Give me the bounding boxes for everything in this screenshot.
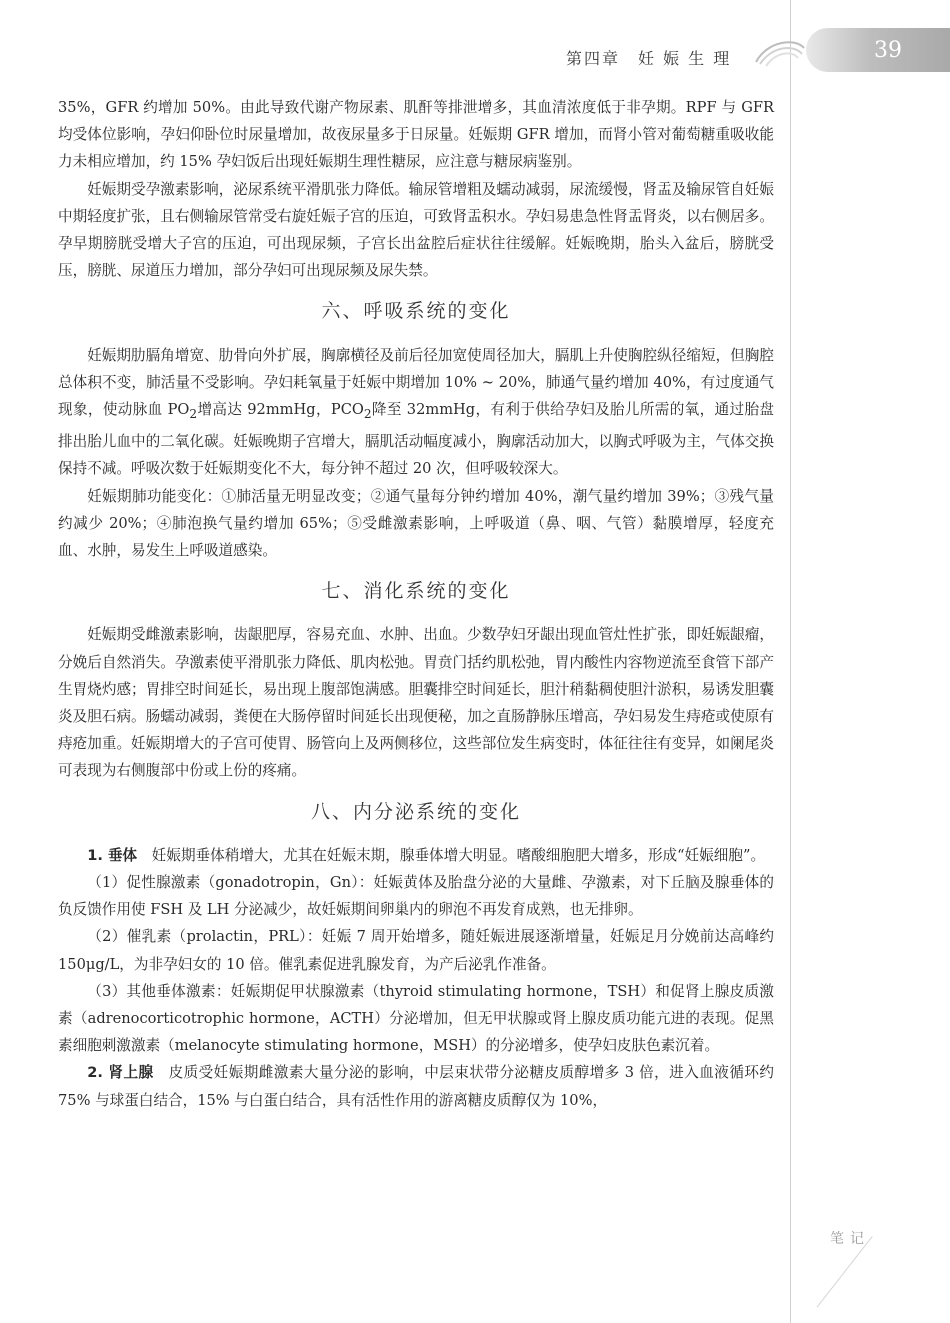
item-lead-adrenal: 2. 肾上腺 [87, 1064, 154, 1082]
notes-label: 笔记 [830, 1231, 870, 1247]
paragraph: （3）其他垂体激素：妊娠期促甲状腺激素（thyroid stimulating hormone，TSH）和促肾上腺皮质激素（adrenocorticotrophic hormone，ACTH）分泌增加，但无甲状腺或肾上腺皮质功能亢进的表现。促黑素细胞刺激激素（melanocyte stimulating hormone，MSH）的分泌增多，使孕妇皮肤色素沉着。 [58, 982, 774, 1055]
text-run: 增高达 92mmHg，PCO [197, 401, 364, 419]
section-heading-endocrine: 八、内分泌系统的变化 [310, 800, 521, 823]
text-run: 皮质受妊娠期雌激素大量分泌的影响，中层束状带分泌糖皮质醇增多 3 倍，进入血液循环约 75% 与球蛋白结合，15% 与白蛋白结合，具有活性作用的游离糖皮质醇仅为 10%， [58, 1064, 774, 1109]
paragraph [58, 842, 774, 869]
paragraph: 35%，GFR 约增加 50%。由此导致代谢产物尿素、肌酐等排泄增多，其血清浓度低于非孕期。RPF 与 GFR 均受体位影响，孕妇仰卧位时尿量增加，故夜尿量多于日尿量。妊娠期 GFR 增加，而肾小管对葡萄糖重吸收能力未相应增加，约 15% 孕妇饭后出现妊娠期生理性糖尿，应注意与糖尿病鉴别。 [58, 99, 774, 171]
text-run: 妊娠期垂体稍增大，尤其在妊娠末期，腺垂体增大明显。嗜酸细胞肥大增多，形成“妊娠细胞”。 [151, 846, 766, 864]
paragraph: 妊娠期受孕激素影响，泌尿系统平滑肌张力降低。输尿管增粗及蠕动减弱，尿流缓慢，肾盂及输尿管自妊娠中期轻度扩张，且右侧输尿管常受右旋妊娠子宫的压迫，可致肾盂积水。孕妇易患急性肾盂肾炎，以右侧居多。孕早期膀胱受增大子宫的压迫，可出现尿频，子宫长出盆腔后症状往往缓解。妊娠晚期，胎头入盆后，膀胱受压，膀胱、尿道压力增加，部分孕妇可出现尿频及尿失禁。 [58, 180, 774, 280]
paragraph [58, 342, 774, 483]
section-heading-digestive: 七、消化系统的变化 [321, 580, 511, 603]
paragraph: （2）催乳素（prolactin，PRL）：妊娠 7 周开始增多，随妊娠进展逐渐增量，妊娠足月分娩前达高峰约 150μg/L，为非孕妇女的 10 倍。催乳素促进乳腺发育，为产后泌乳作准备。 [58, 928, 774, 973]
subscript: 2 [189, 406, 198, 421]
page-number: 39 [874, 38, 902, 63]
paragraph [58, 1059, 774, 1113]
swirl-ornament-icon [752, 34, 808, 70]
item-lead-pituitary: 1. 垂体 [87, 846, 138, 864]
margin-rule [790, 0, 791, 1323]
subscript: 2 [363, 406, 372, 421]
section-heading-respiratory: 六、呼吸系统的变化 [321, 300, 511, 323]
text-run: 妊娠期肋膈角增宽、肋骨向外扩展，胸廓横径及前后径加宽使周径加大，膈肌上升使胸腔纵径缩短，但胸腔总体积不变，肺活量不受影响。孕妇耗氧量于妊娠中期增加 10% ~ 20%，肺通气量约增加 40%，有过度通气现象，使动脉血 PO [58, 346, 774, 419]
paragraph: 妊娠期肺功能变化：①肺活量无明显改变；②通气量每分钟约增加 40%，潮气量约增加 39%；③残气量约减少 20%；④肺泡换气量约增加 65%；⑤受雌激素影响，上呼吸道（鼻、咽、气管）黏膜增厚，轻度充血、水肿，易发生上呼吸道感染。 [58, 487, 774, 559]
paragraph: （1）促性腺激素（gonadotropin，Gn）：妊娠黄体及胎盘分泌的大量雌、孕激素，对下丘脑及腺垂体的负反馈作用使 FSH 及 LH 分泌减少，故妊娠期间卵巢内的卵泡不再发育成熟，也无排卵。 [58, 873, 774, 919]
paragraph: 妊娠期受雌激素影响，齿龈肥厚，容易充血、水肿、出血。少数孕妇牙龈出现血管灶性扩张，即妊娠龈瘤，分娩后自然消失。孕激素使平滑肌张力降低、肌肉松弛。胃贲门括约肌松弛，胃内酸性内容物逆流至食管下部产生胃烧灼感；胃排空时间延长，易出现上腹部饱满感。胆囊排空时间延长，胆汁稍黏稠使胆汁淤积，易诱发胆囊炎及胆石病。肠蠕动减弱，粪便在大肠停留时间延长出现便秘，加之直肠静脉压增高，孕妇易发生痔疮或使原有痔疮加重。妊娠期增大的子宫可使胃、肠管向上及两侧移位，这些部位发生病变时，体征往往有变异，如阑尾炎可表现为右侧腹部中份或上份的疼痛。 [58, 626, 774, 780]
page-body [58, 94, 774, 1114]
page-header [0, 0, 950, 80]
chapter-title: 第四章 妊 娠 生 理 [566, 49, 732, 68]
text-run: 降至 32mmHg，有利于供给孕妇及胎儿所需的氧，通过胎盘排出胎儿血中的二氧化碳。妊娠晚期子宫增大，膈肌活动幅度减小，胸廓活动加大，以胸式呼吸为主，气体交换保持不减。呼吸次数于妊娠期变化不大，每分钟不超过 20 次，但呼吸较深大。 [58, 401, 774, 478]
